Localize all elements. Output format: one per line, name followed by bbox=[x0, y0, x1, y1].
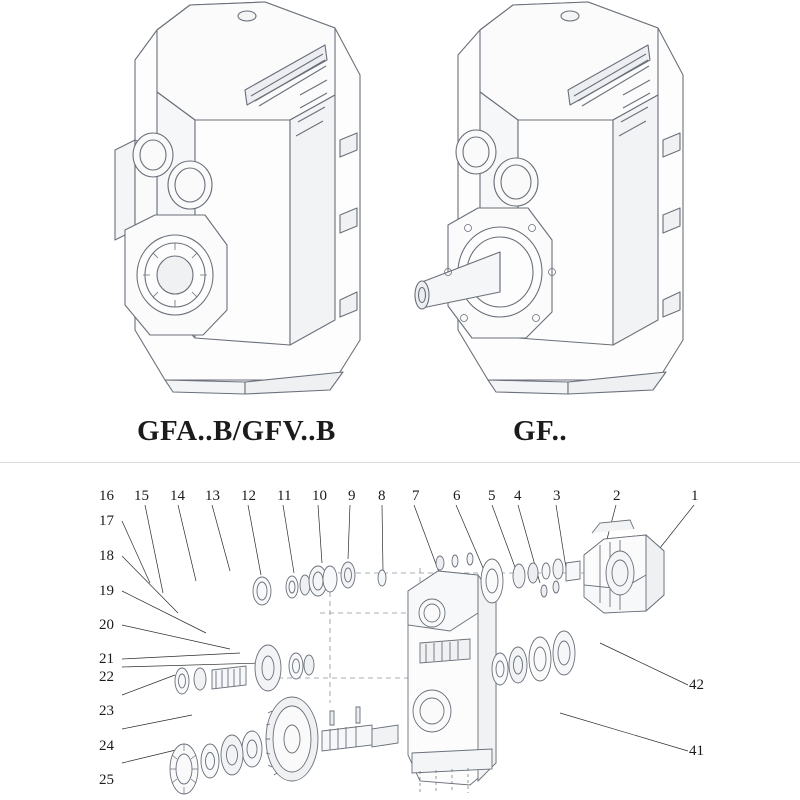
caption-right-model: GF.. bbox=[513, 415, 568, 447]
part-number-17: 17 bbox=[99, 513, 114, 529]
caption-left-model: GFA..B/GFV..B bbox=[137, 415, 336, 447]
part-number-25: 25 bbox=[99, 772, 114, 788]
part-number-8: 8 bbox=[378, 488, 386, 504]
part-number-5: 5 bbox=[488, 488, 496, 504]
exploded-parts-diagram bbox=[0, 463, 800, 800]
part-number-14: 14 bbox=[170, 488, 185, 504]
part-number-9: 9 bbox=[348, 488, 356, 504]
part-number-6: 6 bbox=[453, 488, 461, 504]
part-number-42: 42 bbox=[689, 677, 704, 693]
part-number-2: 2 bbox=[613, 488, 621, 504]
part-number-15: 15 bbox=[134, 488, 149, 504]
part-number-22: 22 bbox=[99, 669, 114, 685]
part-number-41: 41 bbox=[689, 743, 704, 759]
helical-gear-unit-left bbox=[95, 0, 385, 400]
part-number-20: 20 bbox=[99, 617, 114, 633]
part-number-24: 24 bbox=[99, 738, 114, 754]
part-number-7: 7 bbox=[412, 488, 420, 504]
part-number-10: 10 bbox=[312, 488, 327, 504]
part-number-21: 21 bbox=[99, 651, 114, 667]
part-number-3: 3 bbox=[553, 488, 561, 504]
part-number-18: 18 bbox=[99, 548, 114, 564]
part-number-13: 13 bbox=[205, 488, 220, 504]
part-number-19: 19 bbox=[99, 583, 114, 599]
part-number-4: 4 bbox=[514, 488, 522, 504]
exploded-view-graphics bbox=[0, 463, 800, 800]
part-number-16: 16 bbox=[99, 488, 114, 504]
part-number-12: 12 bbox=[241, 488, 256, 504]
helical-gear-unit-right bbox=[400, 0, 700, 400]
part-number-11: 11 bbox=[277, 488, 292, 504]
part-number-23: 23 bbox=[99, 703, 114, 719]
part-number-1: 1 bbox=[691, 488, 699, 504]
